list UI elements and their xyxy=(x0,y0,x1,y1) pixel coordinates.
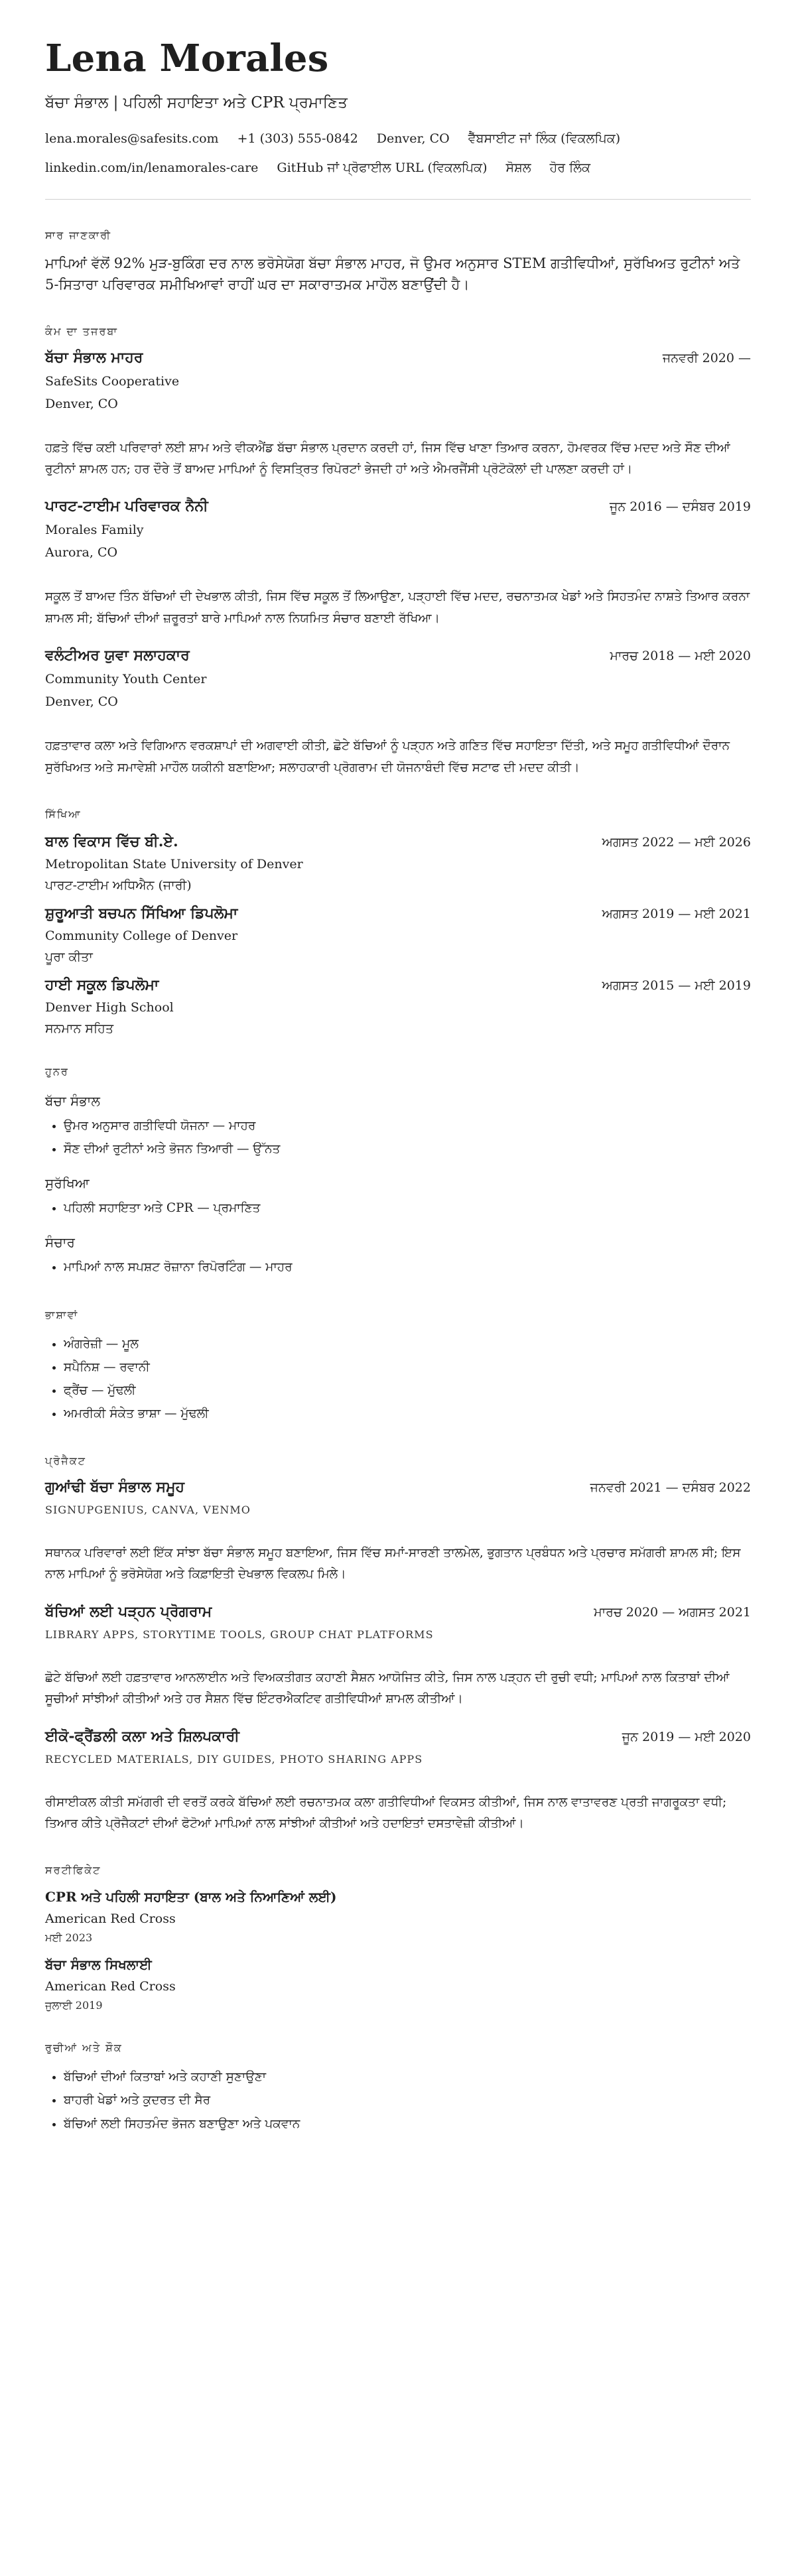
job-dates: ਜੂਨ 2016 — ਦਸੰਬਰ 2019 xyxy=(609,499,751,515)
project-title: ਬੱਚਿਆਂ ਲਈ ਪੜ੍ਹਨ ਪ੍ਰੋਗਰਾਮ xyxy=(45,1602,212,1620)
education-entry xyxy=(45,833,751,893)
skill-item: • ਉਮਰ ਅਨੁਸਾਰ ਗਤੀਵਿਧੀ ਯੋਜਨਾ — ਮਾਹਰ xyxy=(64,1114,751,1137)
website-link[interactable]: ਵੈੱਬਸਾਈਟ ਜਾਂ ਲਿੰਕ (ਵਿਕਲਪਿਕ) xyxy=(468,131,621,146)
degree-title: ਸ਼ੁਰੂਆਤੀ ਬਚਪਨ ਸਿੱਖਿਆ ਡਿਪਲੋਮਾ xyxy=(45,904,238,922)
job-title: ਵਲੰਟੀਅਰ ਯੁਵਾ ਸਲਾਹਕਾਰ xyxy=(45,647,190,665)
education-section xyxy=(45,808,751,1036)
education-entry xyxy=(45,976,751,1036)
job-title: ਪਾਰਟ-ਟਾਈਮ ਪਰਿਵਾਰਕ ਨੈਨੀ xyxy=(45,497,208,515)
certification-issuer: American Red Cross xyxy=(45,1979,176,1994)
experience-entry xyxy=(45,349,751,481)
section-title-skills: ਹੁਨਰ xyxy=(45,1064,69,1078)
project-description: ਸਥਾਨਕ ਪਰਿਵਾਰਾਂ ਲਈ ਇੱਕ ਸਾਂਝਾ ਬੱਚਾ ਸੰਭਾਲ ਸਮੂਹ ਬਣਾਇਆ, ਜਿਸ ਵਿੱਚ ਸਮਾਂ-ਸਾਰਣੀ ਤਾਲਮੇਲ, ਭੁਗਤਾਨ ਪ੍ਰਬੰਧਨ ਅਤੇ ਪ੍ਰਚਾਰ ਸਮੱਗਰੀ ਸ਼ਾਮਲ ਸੀ; ਇਸ ਨਾਲ ਮਾਪਿਆਂ ਨੂੰ ਭਰੋਸੇਯੋਗ ਅਤੇ ਕਿਫ਼ਾਇਤੀ ਦੇਖਭਾਲ ਵਿਕਲਪ ਮਿਲੇ। xyxy=(45,1546,741,1582)
project-title: ਗੁਆਂਢੀ ਬੱਚਾ ਸੰਭਾਲ ਸਮੂਹ xyxy=(45,1478,185,1496)
candidate-name: Lena Morales xyxy=(45,36,329,80)
section-title-interests: ਰੁਚੀਆਂ ਅਤੇ ਸ਼ੌਕ xyxy=(45,2041,123,2055)
experience-section xyxy=(45,325,751,779)
project-dates: ਜੂਨ 2019 — ਮਈ 2020 xyxy=(622,1729,751,1744)
education-entry xyxy=(45,905,751,964)
degree-title: ਹਾਈ ਸਕੂਲ ਡਿਪਲੋਮਾ xyxy=(45,976,159,994)
skill-group-title: ਸੁਰੱਖਿਆ xyxy=(45,1175,90,1192)
skill-group-title: ਬੱਚਾ ਸੰਭਾਲ xyxy=(45,1092,100,1109)
education-dates: ਅਗਸਤ 2015 — ਮਈ 2019 xyxy=(602,978,751,993)
github-link[interactable]: GitHub ਜਾਂ ਪ੍ਰੋਫਾਈਲ URL (ਵਿਕਲਪਿਕ) xyxy=(277,160,488,175)
certification-date: ਜੁਲਾਈ 2019 xyxy=(45,1999,103,2012)
header-divider xyxy=(45,199,751,200)
job-dates: ਜਨਵਰੀ 2020 — xyxy=(662,350,751,365)
section-title-education: ਸਿੱਖਿਆ xyxy=(45,807,82,820)
contact-row xyxy=(45,131,751,146)
education-detail: ਪਾਰਟ-ਟਾਈਮ ਅਧਿਐਨ (ਜਾਰੀ) xyxy=(45,877,192,893)
skill-group-title: ਸੰਚਾਰ xyxy=(45,1234,75,1251)
linkedin-link[interactable]: linkedin.com/in/lenamorales-care xyxy=(45,160,259,175)
headline: ਬੱਚਾ ਸੰਭਾਲ | ਪਹਿਲੀ ਸਹਾਇਤਾ ਅਤੇ CPR ਪ੍ਰਮਾਣਿਤ xyxy=(45,94,348,111)
project-entry xyxy=(45,1603,751,1710)
skill-item: • ਸੌਣ ਦੀਆਂ ਰੁਟੀਨਾਂ ਅਤੇ ਭੋਜਨ ਤਿਆਰੀ — ਉੱਨਤ xyxy=(64,1137,751,1161)
education-dates: ਅਗਸਤ 2019 — ਮਈ 2021 xyxy=(602,906,751,921)
languages-section xyxy=(45,1309,751,1426)
project-title: ਈਕੋ-ਫ੍ਰੈਂਡਲੀ ਕਲਾ ਅਤੇ ਸ਼ਿਲਪਕਾਰੀ xyxy=(45,1727,239,1745)
education-detail: ਪੂਰਾ ਕੀਤਾ xyxy=(45,949,93,964)
project-entry xyxy=(45,1728,751,1835)
language-item: • ਅੰਗਰੇਜ਼ੀ — ਮੂਲ xyxy=(64,1332,751,1356)
job-location: Aurora, CO xyxy=(45,545,118,560)
phone-number: +1 (303) 555-0842 xyxy=(237,131,358,146)
language-item: • ਫ੍ਰੈਂਚ — ਮੁੱਢਲੀ xyxy=(64,1379,751,1402)
summary-section xyxy=(45,229,751,296)
certification-entry xyxy=(45,1889,751,1945)
certifications-section xyxy=(45,1864,751,2012)
section-title-languages: ਭਾਸ਼ਾਵਾਂ xyxy=(45,1308,79,1321)
job-dates: ਮਾਰਚ 2018 — ਮਈ 2020 xyxy=(610,649,751,664)
projects-section xyxy=(45,1454,751,1835)
certification-name: CPR ਅਤੇ ਪਹਿਲੀ ਸਹਾਇਤਾ (ਬਾਲ ਅਤੇ ਨਿਆਣਿਆਂ ਲਈ) xyxy=(45,1889,337,1905)
project-description: ਛੋਟੇ ਬੱਚਿਆਂ ਲਈ ਹਫ਼ਤਾਵਾਰ ਆਨਲਾਈਨ ਅਤੇ ਵਿਅਕਤੀਗਤ ਕਹਾਣੀ ਸੈਸ਼ਨ ਆਯੋਜਿਤ ਕੀਤੇ, ਜਿਸ ਨਾਲ ਪੜ੍ਹਨ ਦੀ ਰੁਚੀ ਵਧੀ; ਮਾਪਿਆਂ ਨਾਲ ਕਿਤਾਬਾਂ ਦੀਆਂ ਸੂਚੀਆਂ ਸਾਂਝੀਆਂ ਕੀਤੀਆਂ ਅਤੇ ਹਰ ਸੈਸ਼ਨ ਵਿੱਚ ਇੰਟਰਐਕਟਿਵ ਗਤੀਵਿਧੀਆਂ ਸ਼ਾਮਲ ਕੀਤੀਆਂ। xyxy=(45,1670,730,1707)
project-dates: ਜਨਵਰੀ 2021 — ਦਸੰਬਰ 2022 xyxy=(590,1480,751,1496)
certification-entry xyxy=(45,1957,751,2012)
section-title-certifications: ਸਰਟੀਫਿਕੇਟ xyxy=(45,1864,101,1877)
interest-item: • ਬੱਚਿਆਂ ਲਈ ਸਿਹਤਮੰਦ ਭੋਜਨ ਬਣਾਉਣਾ ਅਤੇ ਪਕਵਾਨ xyxy=(64,2112,751,2136)
email-link[interactable]: lena.morales@safesits.com xyxy=(45,131,219,146)
institution: Denver High School xyxy=(45,999,174,1015)
job-location: Denver, CO xyxy=(45,694,118,710)
social-link[interactable]: ਸੋਸ਼ਲ xyxy=(505,160,531,175)
skills-section xyxy=(45,1065,751,1279)
skill-list xyxy=(45,1114,751,1161)
skill-item: • ਪਹਿਲੀ ਸਹਾਇਤਾ ਅਤੇ CPR — ਪ੍ਰਮਾਣਿਤ xyxy=(64,1196,751,1220)
skill-item: • ਮਾਪਿਆਂ ਨਾਲ ਸਪਸ਼ਟ ਰੋਜ਼ਾਨਾ ਰਿਪੋਰਟਿੰਗ — ਮਾਹਰ xyxy=(64,1256,751,1279)
project-description: ਰੀਸਾਈਕਲ ਕੀਤੀ ਸਮੱਗਰੀ ਦੀ ਵਰਤੋਂ ਕਰਕੇ ਬੱਚਿਆਂ ਲਈ ਰਚਨਾਤਮਕ ਕਲਾ ਗਤੀਵਿਧੀਆਂ ਵਿਕਸਤ ਕੀਤੀਆਂ, ਜਿਸ ਨਾਲ ਵਾਤਾਵਰਣ ਪ੍ਰਤੀ ਜਾਗਰੂਕਤਾ ਵਧੀ; ਤਿਆਰ ਕੀਤੇ ਪ੍ਰੋਜੈਕਟਾਂ ਦੀਆਂ ਫੋਟੋਆਂ ਮਾਪਿਆਂ ਨਾਲ ਸਾਂਝੀਆਂ ਕੀਤੀਆਂ ਅਤੇ ਹਦਾਇਤਾਂ ਦਸਤਾਵੇਜ਼ੀ ਕੀਤੀਆਂ। xyxy=(45,1795,727,1831)
project-tools: RECYCLED MATERIALS, DIY GUIDES, PHOTO SHARING APPS xyxy=(45,1752,423,1766)
job-location: Denver, CO xyxy=(45,396,118,411)
section-title-projects: ਪ੍ਰੋਜੈਕਟ xyxy=(45,1454,86,1468)
summary-text: ਮਾਪਿਆਂ ਵੱਲੋਂ 92% ਮੁੜ-ਬੁਕਿੰਗ ਦਰ ਨਾਲ ਭਰੋਸੇਯੋਗ ਬੱਚਾ ਸੰਭਾਲ ਮਾਹਰ, ਜੋ ਉਮਰ ਅਨੁਸਾਰ STEM ਗਤੀਵਿਧੀਆਂ, ਸੁਰੱਖਿਅਤ ਰੁਟੀਨਾਂ ਅਤੇ 5-ਸਿਤਾਰਾ ਪਰਿਵਾਰਕ ਸਮੀਖਿਆਵਾਂ ਰਾਹੀਂ ਘਰ ਦਾ ਸਕਾਰਾਤਮਕ ਮਾਹੌਲ ਬਣਾਉਂਦੀ ਹੈ। xyxy=(45,255,740,293)
section-title-experience: ਕੰਮ ਦਾ ਤਜਰਬਾ xyxy=(45,324,118,338)
education-detail: ਸਨਮਾਨ ਸਹਿਤ xyxy=(45,1021,113,1036)
education-dates: ਅਗਸਤ 2022 — ਮਈ 2026 xyxy=(602,834,751,850)
interests-section xyxy=(45,2041,751,2135)
project-entry xyxy=(45,1478,751,1586)
experience-entry xyxy=(45,497,751,629)
other-link[interactable]: ਹੋਰ ਲਿੰਕ xyxy=(549,160,591,175)
employer: Community Youth Center xyxy=(45,672,207,687)
language-item: • ਅਮਰੀਕੀ ਸੰਕੇਤ ਭਾਸ਼ਾ — ਮੁੱਢਲੀ xyxy=(64,1402,751,1425)
location: Denver, CO xyxy=(376,131,450,146)
degree-title: ਬਾਲ ਵਿਕਾਸ ਵਿੱਚ ਬੀ.ਏ. xyxy=(45,832,178,850)
certification-date: ਮਈ 2023 xyxy=(45,1931,93,1945)
language-item: • ਸਪੈਨਿਸ਼ — ਰਵਾਨੀ xyxy=(64,1356,751,1379)
job-description: ਹਫ਼ਤੇ ਵਿੱਚ ਕਈ ਪਰਿਵਾਰਾਂ ਲਈ ਸ਼ਾਮ ਅਤੇ ਵੀਕਐਂਡ ਬੱਚਾ ਸੰਭਾਲ ਪ੍ਰਦਾਨ ਕਰਦੀ ਹਾਂ, ਜਿਸ ਵਿੱਚ ਖਾਣਾ ਤਿਆਰ ਕਰਨਾ, ਹੋਮਵਰਕ ਵਿੱਚ ਮਦਦ ਅਤੇ ਸੌਣ ਦੀਆਂ ਰੁਟੀਨਾਂ ਸ਼ਾਮਲ ਹਨ; ਹਰ ਦੌਰੇ ਤੋਂ ਬਾਅਦ ਮਾਪਿਆਂ ਨੂੰ ਵਿਸਤ੍ਰਿਤ ਰਿਪੋਰਟਾਂ ਭੇਜਦੀ ਹਾਂ ਅਤੇ ਐਮਰਜੈਂਸੀ ਪ੍ਰੋਟੋਕੋਲਾਂ ਦੀ ਪਾਲਣਾ ਕਰਦੀ ਹਾਂ। xyxy=(45,440,730,477)
project-dates: ਮਾਰਚ 2020 — ਅਗਸਤ 2021 xyxy=(594,1604,751,1620)
certification-issuer: American Red Cross xyxy=(45,1911,176,1927)
employer: SafeSits Cooperative xyxy=(45,373,180,389)
employer: Morales Family xyxy=(45,523,144,538)
experience-entry xyxy=(45,647,751,779)
section-title-summary: ਸਾਰ ਜਾਣਕਾਰੀ xyxy=(45,228,111,241)
language-list xyxy=(45,1332,751,1426)
skill-list xyxy=(45,1256,751,1279)
job-description: ਹਫ਼ਤਾਵਾਰ ਕਲਾ ਅਤੇ ਵਿਗਿਆਨ ਵਰਕਸ਼ਾਪਾਂ ਦੀ ਅਗਵਾਈ ਕੀਤੀ, ਛੋਟੇ ਬੱਚਿਆਂ ਨੂੰ ਪੜ੍ਹਨ ਅਤੇ ਗਣਿਤ ਵਿੱਚ ਸਹਾਇਤਾ ਦਿੱਤੀ, ਅਤੇ ਸਮੂਹ ਗਤੀਵਿਧੀਆਂ ਦੌਰਾਨ ਸੁਰੱਖਿਅਤ ਅਤੇ ਸਮਾਵੇਸ਼ੀ ਮਾਹੌਲ ਯਕੀਨੀ ਬਣਾਇਆ; ਸਲਾਹਕਾਰੀ ਪ੍ਰੋਗਰਾਮ ਦੀ ਯੋਜਨਾਬੰਦੀ ਵਿੱਚ ਸਟਾਫ ਦੀ ਮਦਦ ਕੀਤੀ। xyxy=(45,739,730,775)
skill-list xyxy=(45,1196,751,1220)
resume-header xyxy=(45,36,751,175)
institution: Metropolitan State University of Denver xyxy=(45,856,303,871)
job-description: ਸਕੂਲ ਤੋਂ ਬਾਅਦ ਤਿੰਨ ਬੱਚਿਆਂ ਦੀ ਦੇਖਭਾਲ ਕੀਤੀ, ਜਿਸ ਵਿੱਚ ਸਕੂਲ ਤੋਂ ਲਿਆਉਣਾ, ਪੜ੍ਹਾਈ ਵਿੱਚ ਮਦਦ, ਰਚਨਾਤਮਕ ਖੇਡਾਂ ਅਤੇ ਸਿਹਤਮੰਦ ਨਾਸ਼ਤੇ ਤਿਆਰ ਕਰਨਾ ਸ਼ਾਮਲ ਸੀ; ਬੱਚਿਆਂ ਦੀਆਂ ਜ਼ਰੂਰਤਾਂ ਬਾਰੇ ਮਾਪਿਆਂ ਨਾਲ ਨਿਯਮਿਤ ਸੰਚਾਰ ਬਣਾਈ ਰੱਖਿਆ। xyxy=(45,590,750,625)
interest-item: • ਬੱਚਿਆਂ ਦੀਆਂ ਕਿਤਾਬਾਂ ਅਤੇ ਕਹਾਣੀ ਸੁਣਾਉਣਾ xyxy=(64,2065,751,2089)
institution: Community College of Denver xyxy=(45,928,238,943)
job-title: ਬੱਚਾ ਸੰਭਾਲ ਮਾਹਰ xyxy=(45,348,143,366)
interest-item: • ਬਾਹਰੀ ਖੇਡਾਂ ਅਤੇ ਕੁਦਰਤ ਦੀ ਸੈਰ xyxy=(64,2089,751,2112)
interest-list xyxy=(45,2065,751,2135)
project-tools: SIGNUPGENIUS, CANVA, VENMO xyxy=(45,1504,251,1517)
project-tools: LIBRARY APPS, STORYTIME TOOLS, GROUP CHAT PLATFORMS xyxy=(45,1628,434,1641)
certification-name: ਬੱਚਾ ਸੰਭਾਲ ਸਿਖਲਾਈ xyxy=(45,1957,152,1973)
links-row xyxy=(45,161,751,175)
